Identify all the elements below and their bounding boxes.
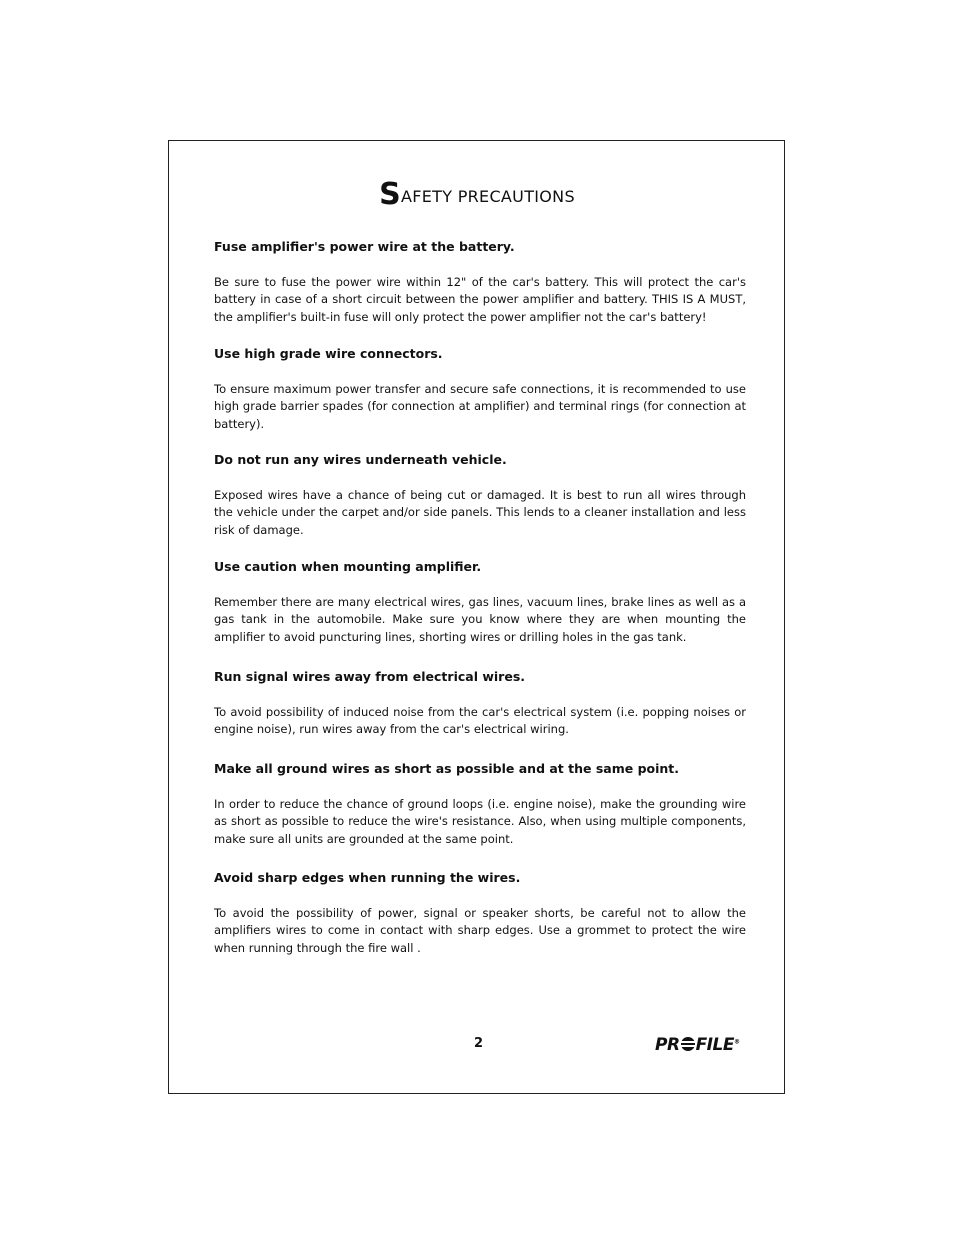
section-heading: Use high grade wire connectors. <box>214 346 443 361</box>
precaution-section <box>214 238 746 326</box>
section-heading: Make all ground wires as short as possible and at the same point. <box>214 761 680 776</box>
section-body: In order to reduce the chance of ground loops (i.e. engine noise), make the grounding wire as short as possible to reduce the wire's resistance. Also, when using multiple components, make sure all units are grounded at the same point. <box>214 797 746 846</box>
logo-o-icon <box>681 1037 695 1051</box>
precaution-section <box>214 760 746 848</box>
page-number: 2 <box>474 1036 484 1051</box>
section-heading: Use caution when mounting amplifier. <box>214 559 482 574</box>
precaution-section <box>214 345 746 433</box>
section-body: To ensure maximum power transfer and secure safe connections, it is recommended to use high grade barrier spades (for connection at amplifier) and terminal rings (for connection at battery). <box>214 382 746 431</box>
precaution-section <box>214 668 746 739</box>
precaution-section <box>214 869 746 957</box>
precaution-section <box>214 558 746 646</box>
title-initial: S <box>379 177 401 212</box>
section-heading: Run signal wires away from electrical wires. <box>214 669 526 684</box>
section-body: Exposed wires have a chance of being cut or damaged. It is best to run all wires through the vehicle under the carpet and/or side panels. This lends to a cleaner installation and less risk of damage. <box>214 488 746 537</box>
section-body: To avoid possibility of induced noise from the car's electrical system (i.e. popping noises or engine noise), run wires away from the car's electrical wiring. <box>214 705 746 737</box>
section-body: Remember there are many electrical wires, gas lines, vacuum lines, brake lines as well as a gas tank in the automobile. Make sure you know where they are when mounting the amplifier to avoid puncturing lines, shorting wires or drilling holes in the gas tank. <box>214 595 746 644</box>
page-title <box>0 177 954 212</box>
section-heading: Avoid sharp edges when running the wires. <box>214 870 521 885</box>
section-heading: Fuse amplifier's power wire at the battery. <box>214 239 515 254</box>
precaution-section <box>214 451 746 539</box>
section-heading: Do not run any wires underneath vehicle. <box>214 452 507 467</box>
section-body: To avoid the possibility of power, signal or speaker shorts, be careful not to allow the amplifiers wires to come in contact with sharp edges. Use a grommet to protect the wire when running through the fire wall . <box>214 906 746 955</box>
profile-logo: PR FILE® <box>655 1035 740 1055</box>
section-body: Be sure to fuse the power wire within 12" of the car's battery. This will protect the car's battery in case of a short circuit between the power amplifier and battery. THIS IS A MUST, the amplifier's built-in fuse will only protect the power amplifier not the car's battery! <box>214 275 746 324</box>
title-rest: AFETY PRECAUTIONS <box>401 187 575 206</box>
